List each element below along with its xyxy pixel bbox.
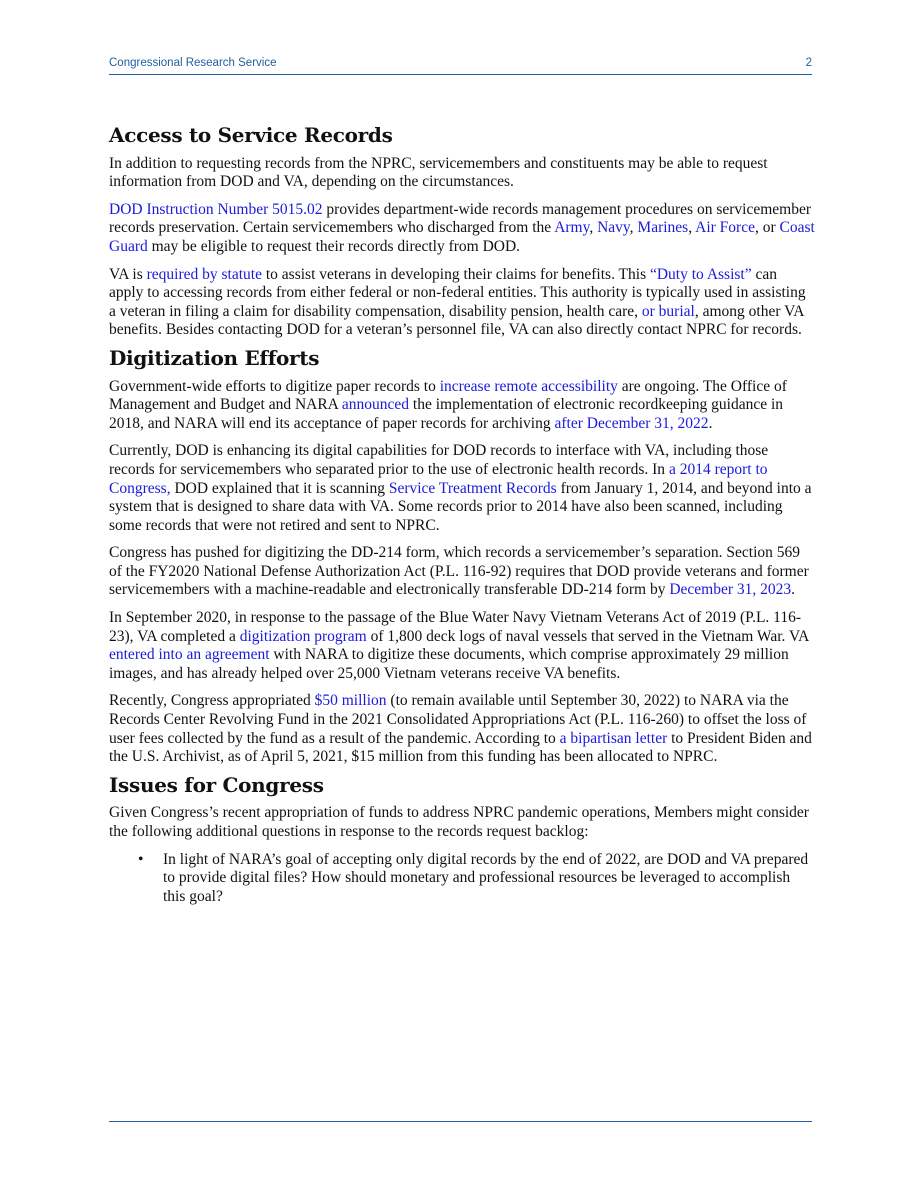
section-title-digitization: Digitization Efforts bbox=[109, 345, 320, 370]
paragraph: Given Congress’s recent appropriation of funds to address NPRC pandemic operations, Members might consider the following additional questions in response to the records request backlog: bbox=[109, 804, 809, 840]
paragraph: Government-wide efforts to digitize paper records to increase remote accessibility are ongoing. The Office of Management and Budget and NARA announced the implementation of electronic recordkeeping guidance in 2018, and NARA will end its acceptance of paper records for archiving after December 31, 2022. bbox=[109, 377, 787, 432]
link-duty-to-assist[interactable]: “Duty to Assist” bbox=[649, 265, 752, 283]
link-50-million[interactable]: $50 million bbox=[314, 692, 387, 710]
link-agreement[interactable]: entered into an agreement bbox=[109, 646, 270, 664]
link-announced[interactable]: announced bbox=[341, 396, 410, 414]
paragraph: VA is required by statute to assist veterans in developing their claims for benefits. This “Duty to Assist” can apply to accessing records from either federal or non-federal entities. This authority is typically used in assisting a veteran in filing a claim for disability compensation, disability pension, health care, or burial, among other VA benefits. Besides contacting DOD for a veteran’s personnel file, VA can also directly contact NPRC for records. bbox=[109, 265, 806, 339]
paragraph: In September 2020, in response to the passage of the Blue Water Navy Vietnam Veterans Act of 2019 (P.L. 116-23), VA completed a digitization program of 1,800 deck logs of naval vessels that served in the Vietnam War. VA entered into an agreement with NARA to digitize these documents, which comprise approximately 29 million images, and has already helped over 25,000 Vietnam veterans receive VA benefits. bbox=[109, 609, 809, 682]
link-army[interactable]: Army bbox=[554, 219, 590, 237]
section-title-issues: Issues for Congress bbox=[109, 772, 324, 797]
list-item: • In light of NARA’s goal of accepting only digital records by the end of 2022, are DOD and VA prepared to provide digital files? How should monetary and professional resources be leveraged to accomplish this goal? bbox=[138, 850, 809, 905]
bullet-icon: • bbox=[138, 850, 144, 868]
paragraph: DOD Instruction Number 5015.02 provides department-wide records management procedures on servicemember records preservation. Certain servicemembers who discharged from the Army, Navy, Marines, Air Force, or Coast Guard may be eligible to request their records directly from DOD. bbox=[109, 200, 815, 255]
document-body bbox=[109, 120, 815, 906]
link-bipartisan-letter[interactable]: a bipartisan letter bbox=[559, 729, 668, 747]
paragraph: Recently, Congress appropriated $50 million (to remain available until September 30, 2022) to NARA via the Records Center Revolving Fund in the 2021 Consolidated Appropriations Act (P.L. 116-260) to offset the loss of user fees collected by the fund as a result of the pandemic. According to a bipartisan letter to President Biden and the U.S. Archivist, as of April 5, 2021, $15 million from this funding has been allocated to NPRC. bbox=[109, 692, 812, 766]
paragraph: Congress has pushed for digitizing the DD-214 form, which records a servicemember’s separation. Section 569 of the FY2020 National Defense Authorization Act (P.L. 116-92) requires that DOD provide veterans and former servicemembers with a machine-readable and electronically transferable DD-214 form by December 31, 2023. bbox=[109, 544, 809, 599]
link-or-burial[interactable]: or burial bbox=[641, 302, 695, 320]
link-required-by-statute[interactable]: required by statute bbox=[146, 265, 262, 283]
section-title-access: Access to Service Records bbox=[109, 123, 393, 147]
footer-rule bbox=[109, 1121, 812, 1122]
running-header bbox=[109, 57, 812, 75]
link-digitization-program[interactable]: digitization program bbox=[239, 627, 367, 645]
link-air-force[interactable]: Air Force bbox=[695, 219, 755, 237]
header-page-number: 2 bbox=[805, 57, 812, 69]
link-2014-report[interactable]: a 2014 report to Congress, bbox=[109, 460, 768, 497]
link-after-december-2022[interactable]: after December 31, 2022 bbox=[554, 414, 709, 432]
link-dod-instruction[interactable]: DOD Instruction Number 5015.02 bbox=[109, 200, 323, 218]
link-coast-guard[interactable]: Coast Guard bbox=[109, 219, 815, 255]
paragraph: Currently, DOD is enhancing its digital capabilities for DOD records to interface with VA, including those records for servicemembers who separated prior to the use of electronic health records. In a 2014 report to Congress, DOD explained that it is scanning Service Treatment Records from January 1, 2014, and beyond into a system that is designed to share data with VA. Some records prior to 2014 have also been scanned, including some records that were not retired and sent to NPRC. bbox=[109, 442, 812, 534]
question-list bbox=[109, 851, 815, 907]
link-navy[interactable]: Navy bbox=[597, 219, 630, 237]
link-remote-accessibility[interactable]: increase remote accessibility bbox=[439, 377, 618, 395]
link-service-treatment-records[interactable]: Service Treatment Records bbox=[388, 479, 557, 497]
link-december-2023[interactable]: December 31, 2023 bbox=[669, 581, 792, 599]
link-marines[interactable]: Marines bbox=[637, 219, 689, 237]
paragraph: In addition to requesting records from the NPRC, servicemembers and constituents may be able to request information from DOD and VA, depending on the circumstances. bbox=[109, 154, 768, 191]
header-publisher: Congressional Research Service bbox=[109, 57, 277, 69]
